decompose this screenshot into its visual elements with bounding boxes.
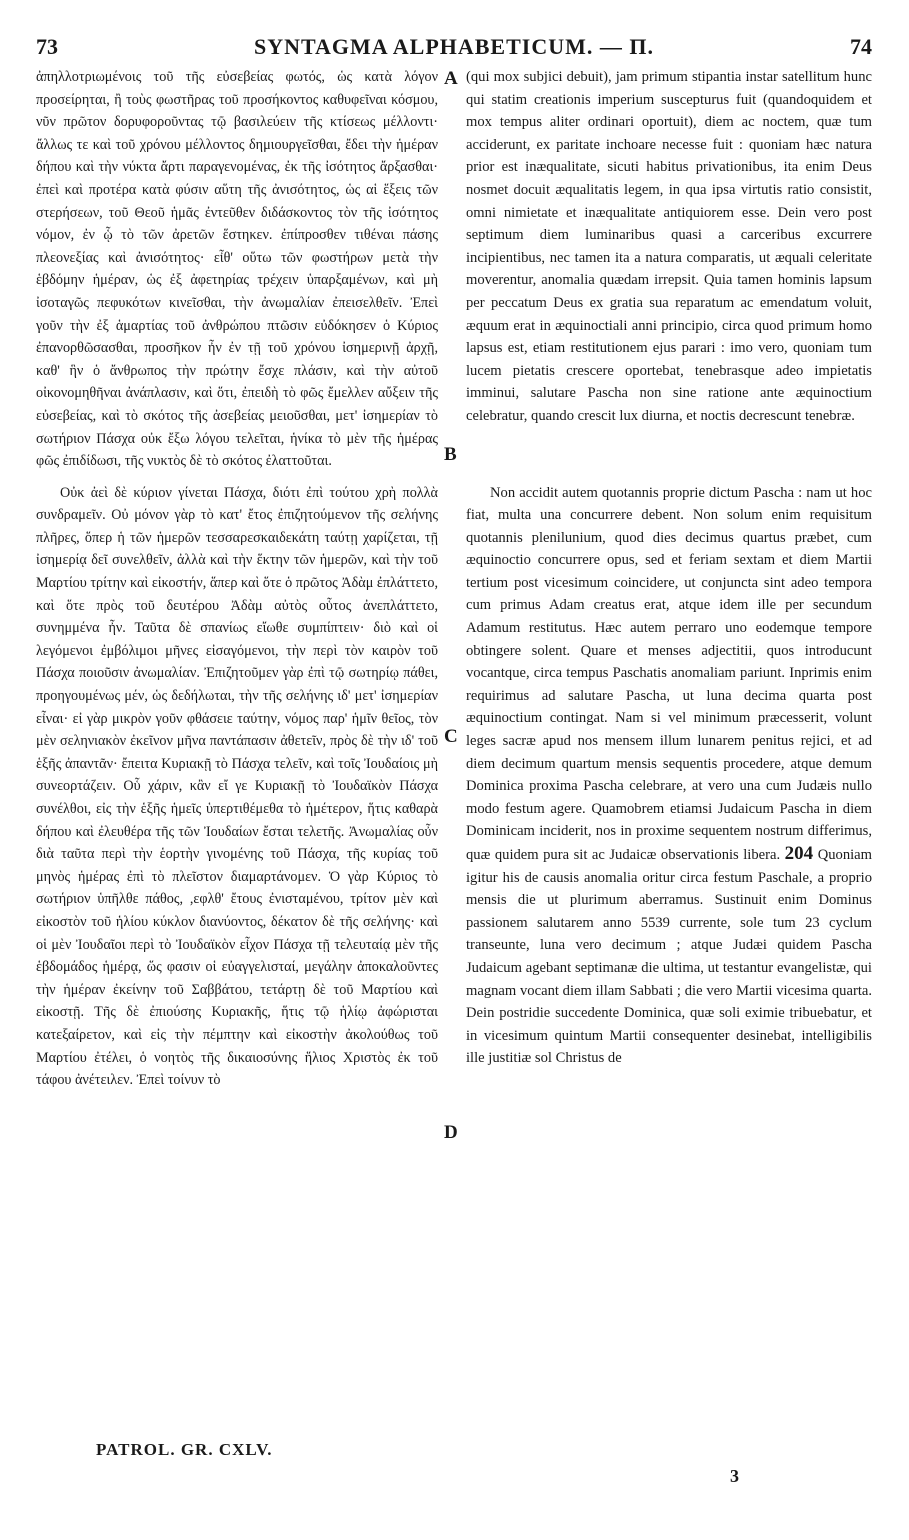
left-page-number: 73 [36, 34, 58, 59]
margin-letter-c: C [444, 726, 458, 747]
page-header [36, 34, 872, 64]
greek-paragraph: ἀπηλλοτριωμένοις τοῦ τῆς εὐσεβείας φωτός, ὡς κατὰ λόγον προσείρηται, ἢ τοὺς φωστῆρας τοῦ προσήκοντος καθυφεῖναι κόσμου, νῦν πρῶτον δορυφοροῦντας τῷ βασιλεύειν τῆς κτίσεως μέλλοντι· ἄλλως τε καὶ τοῦ χρόνου μέλλοντος δημιουργεῖσθαι, ἔδει τὴν ἡμέραν δήπου καὶ τὴν νύκτα ἄρτι παραγενομένας, ἐκ τῆς ἰσότητος ἄρξασθαι· ἐπεὶ καὶ προτέρα κατὰ φύσιν αὕτη τῆς ἀνισότητος, ὡς αἱ ἕξεις τῶν στερήσεων, τοῦ Θεοῦ ἡμᾶς ἐντεῦθεν διδάσκοντος τὸν τῆς ἰσότητος νόμον, ἐν ᾧ τὸ τῶν ἀρετῶν ἕστηκεν. ἐπίπροσθεν τιθέναι πάσης πλεονεξίας καὶ ἀνισότητος· εἶθ' οὕτω τῶν φωστήρων μετὰ τὴν ἑβδόμην ἡμέραν, ὡς ἐξ ἀφετηρίας τρέχειν ὑπαρξαμένων, καὶ μὴ ἰσοταγῶς πεφυκότων κινεῖσθαι, τὴν ἀνωμαλίαν ἐπεισελθεῖν. Ἐπεὶ γοῦν τὴν ἐξ ἁμαρτίας τοῦ ἀνθρώπου πτῶσιν εὐδόκησεν ὁ Κύριος ἐπανορθῶσασθαι, προσῆκον ἦν ἐν τῇ τοῦ χρόνου ἰσημερινῇ ἀρχῇ, καθ' ἣν ὁ ἄνθρωπος τὴν πρώτην ἔσχε πλάσιν, καὶ τὴν αὐτοῦ οἰκονομηθῆναι ἀνάπλασιν, καὶ ὅτι, ἐπειδὴ τὸ φῶς ἔμελλεν αὔξειν τῆς εὐσεβείας, καὶ τὸ σκότος τῆς ἀσεβείας μειοῦσθαι, μετ' ἰσημερίαν τὸ σωτήριον Πάσχα οὐκ ἔξω λόγου τελεῖται, ἡνίκα τὸ μὲν τῆς ἡμέρας φῶς ἐπιδίδωσι, τῆς νυκτὸς δὲ τὸ σκότος ἐλαττοῦται. [36, 69, 438, 470]
greek-paragraph: Οὐκ ἀεὶ δὲ κύριον γίνεται Πάσχα, διότι ἐπὶ τούτου χρὴ πολλὰ συνδραμεῖν. Οὐ μόνον γὰρ τὸ κατ' ἔτος ἐπιζητούμενον τῆς σελήνης πλῆρες, ὅπερ ἡ τῶν ἡμερῶν τεσσαρεσκαιδεκάτη ταύτῃ χαρίζεται, τῇ ἰσημερίᾳ δεῖ συνελθεῖν, ἀλλὰ καὶ τὴν ἕκτην τῶν ἡμερῶν, καὶ τὴν τοῦ Μαρτίου τρίτην καὶ εἰκοστήν, ἅπερ καὶ ὅτε ὁ πρῶτος Ἀδὰμ ἐπλάττετο, καὶ ὅτε πρὸς τοῦ δευτέρου Ἀδὰμ αὐτὸς οὗτος ἀνεπλάττετο, συνημμένα ἦν. Ταῦτα δὲ σπανίως εἴωθε συμπίπτειν· διὸ καὶ οἱ λεγόμενοι ἐμβόλιμοι μῆνες εἰσαγόμενοι, τὴν περὶ τὸν καιρὸν τοῦ Πάσχα ποιοῦσιν ἀνωμαλίαν. Ἐπιζητοῦμεν γὰρ ἐπὶ τῷ σωτηρίῳ πάθει, προηγουμένως μέν, ὡς δεδήλωται, τὴν τῆς σελήνης ιδ' μετ' ἰσημερίαν εἶναι· εἰ γὰρ μικρὸν γοῦν φθάσειε ταύτην, νόμος παρ' ἡμῖν θεῖος, τὸν μὲν σεληνιακὸν ἐκεῖνον μῆνα παντάπασιν ἀθετεῖν, πρὸς δὲ τὴν ιδ' τοῦ ἑξῆς ἀπαντᾶν· ἔπειτα Κυριακῇ τὸ Πάσχα τελεῖν, καὶ τοῖς Ἰουδαίοις μὴ συνεορτάζειν. Οὗ χάριν, κἂν εἴ γε Κυριακῇ τὸ Ἰουδαϊκὸν Πάσχα συνέλθοι, εἰς τὴν ἑξῆς ἡμεῖς ὑπερτιθέμεθα τὸ ἡμέτερον, ἥτις καθαρὰ δήπου καὶ ἐλευθέρα τῆς τῶν Ἰουδαίων ἔσται τελετῆς. Ἀνωμαλίας οὖν διὰ ταῦτα περὶ τὴν ἑορτὴν γινομένης τοῦ Πάσχα, τῆς κυρίας τοῦ μηνὸς ἡμέρας ἐπὶ τὸ πλεῖστον διαμαρτάνομεν. Ὁ γὰρ Κύριος τὸ σωτήριον ὑπῆλθε πάθος, ,εφλθ' ἔτους ἐνισταμένου, τρίτον μὲν καὶ εἰκοστὸν τοῦ ἡλίου κύκλον διανύοντος, δέκατον δὲ τῆς σελήνης· καὶ οἱ μὲν Ἰουδαῖοι περὶ τὸ Ἰουδαϊκὸν εἶχον Πάσχα τῇ τελευταίᾳ μὲν τῆς ἑβδομάδος ἡμέρᾳ, ὥς φασιν οἱ εὐαγγελισταί, μεγάλην ἀποκαλοῦντες τὴν ἡμέραν ἐκείνην τοῦ Σαββάτου, τετάρτῃ δὲ τοῦ Μαρτίου καὶ εἰκοστῇ. Τῆς δὲ ἐπιούσης Κυριακῆς, ἥτις τῷ ἡλίῳ ἀφώρισται κατεξαίρετον, καὶ εἰς τὴν πέμπτην καὶ εἰκοστὴν ἀκολούθως τοῦ Μαρτίου ἐτέλει, ὁ νοητὸς τῆς δικαιοσύνης ἥλιος Χριστὸς ἐκ τοῦ τάφου ἀνέτειλεν. Ἐπεὶ τοίνυν τὸ [36, 484, 438, 1089]
latin-text: Quoniam igitur his de causis anomalia oritur circa festum Paschale, a proprio mensis die ut plurimum aberramus. Sustinuit enim Dominus passionem salutarem anno 5539 currente, sole tum 23 cyclum transeunte, luna vero decimum ; atque Judæi quidem Pascha Judaicum agebant septimanæ die ultima, ut testantur evangelistæ, qui magnam vocant diem illam Sabbati ; die vero Martii vicesima quarta. Dein postridie succedente Dominica, quæ soli eximie tribuebatur, et in vicesimum quintum Martii consequenter desinebat, intelligibilis ille justitiæ sol Christus de [466, 847, 873, 1067]
margin-letter-d: D [444, 1122, 458, 1143]
footer-signature: PATROL. GR. CXLV. [96, 1440, 273, 1459]
running-title: SYNTAGMA ALPHABETICUM. — Π. [253, 34, 654, 59]
latin-paragraph [466, 482, 872, 1070]
latin-column [466, 66, 872, 1070]
margin-letter-b: B [444, 444, 457, 465]
column-number: 204 [784, 843, 814, 864]
greek-column [36, 66, 438, 1092]
right-page-number: 74 [850, 34, 872, 59]
margin-letter-a: A [444, 68, 458, 89]
latin-paragraph: (qui mox subjici debuit), jam primum stipantia instar satellitum hunc qui statim creationis imperium suscepturus fuit (quandoquidem et mox tempus aliter ordinari oportuit), diem ac noctem, quæ tum acciderunt, ex paritate inchoare necesse fuit : quoniam hæc natura prior est inæqualitate, sicuti habitus privationibus, ita enim Deus nosmet docuit æqualitatis legem, in qua ipsa virtutis ratio consistit, omni nimietate et inæqualitate antiquiorem esse. Dein vero post septimum diem luminaribus quasi a carceribus excurrere incipientibus, nec tamen ita a natura comparatis, ut æquali celeritate moverentur, anomalia quædam irrepsit. Quia tamen hominis lapsum per peccatum Deus ex gratia sua reparatum ac emendatum voluit, æquum erat in æquinoctiali anni principio, circa quod primum homo lapsus est, etiam restitutionem ejus parari : imo vero, quoniam tum lucem pietatis crescere oportebat, tenebrasque adeo impietatis imminui, salutare Pascha non sine ratione ante æquinoctium celebratur, quando crescit lux diurna, et noctis decrescunt tenebræ. [466, 69, 872, 424]
footer-sheet-number: 3 [730, 1466, 739, 1486]
latin-text: Non accidit autem quotannis proprie dictum Pascha : nam ut hoc fiat, multa una concurrere debent. Non solum enim requisitum quotannis plenilunium, quod dies decimus quartus præbet, cum æquinoctio concurrere opus, sed et feriam sextam et diem Martii tertium post vicesimum coincidere, ut conjuncta sint adeo tempora cum primus Adam creatus erat, atque idem ille per secundum Adamum restitutus. Hæc autem perraro uno eodemque tempore obtingere solent. Quare et menses adjectitii, quos introducunt vocantque, circa tempus Paschatis anomaliam pariunt. Inprimis enim requirimus ad salutare Pascha, ut luna decima quarta post æquinoctium contingat. Nam si vel minimum præcesserit, volunt leges sacræ apud nos mensem illum lunarem penitus rejici, et ad diem decimum quartum mensis sequentis procedere, atque demum Dominica proxima Pascha celebrare, at vero una cum Judæis nullo modo festum agere. Quamobrem etiamsi Judaicum Pascha in diem Dominicam inciderit, nos in proxime sequentem nostrum differimus, quæ quidem pura sit ac Judaicæ observationis libera. [466, 484, 872, 863]
